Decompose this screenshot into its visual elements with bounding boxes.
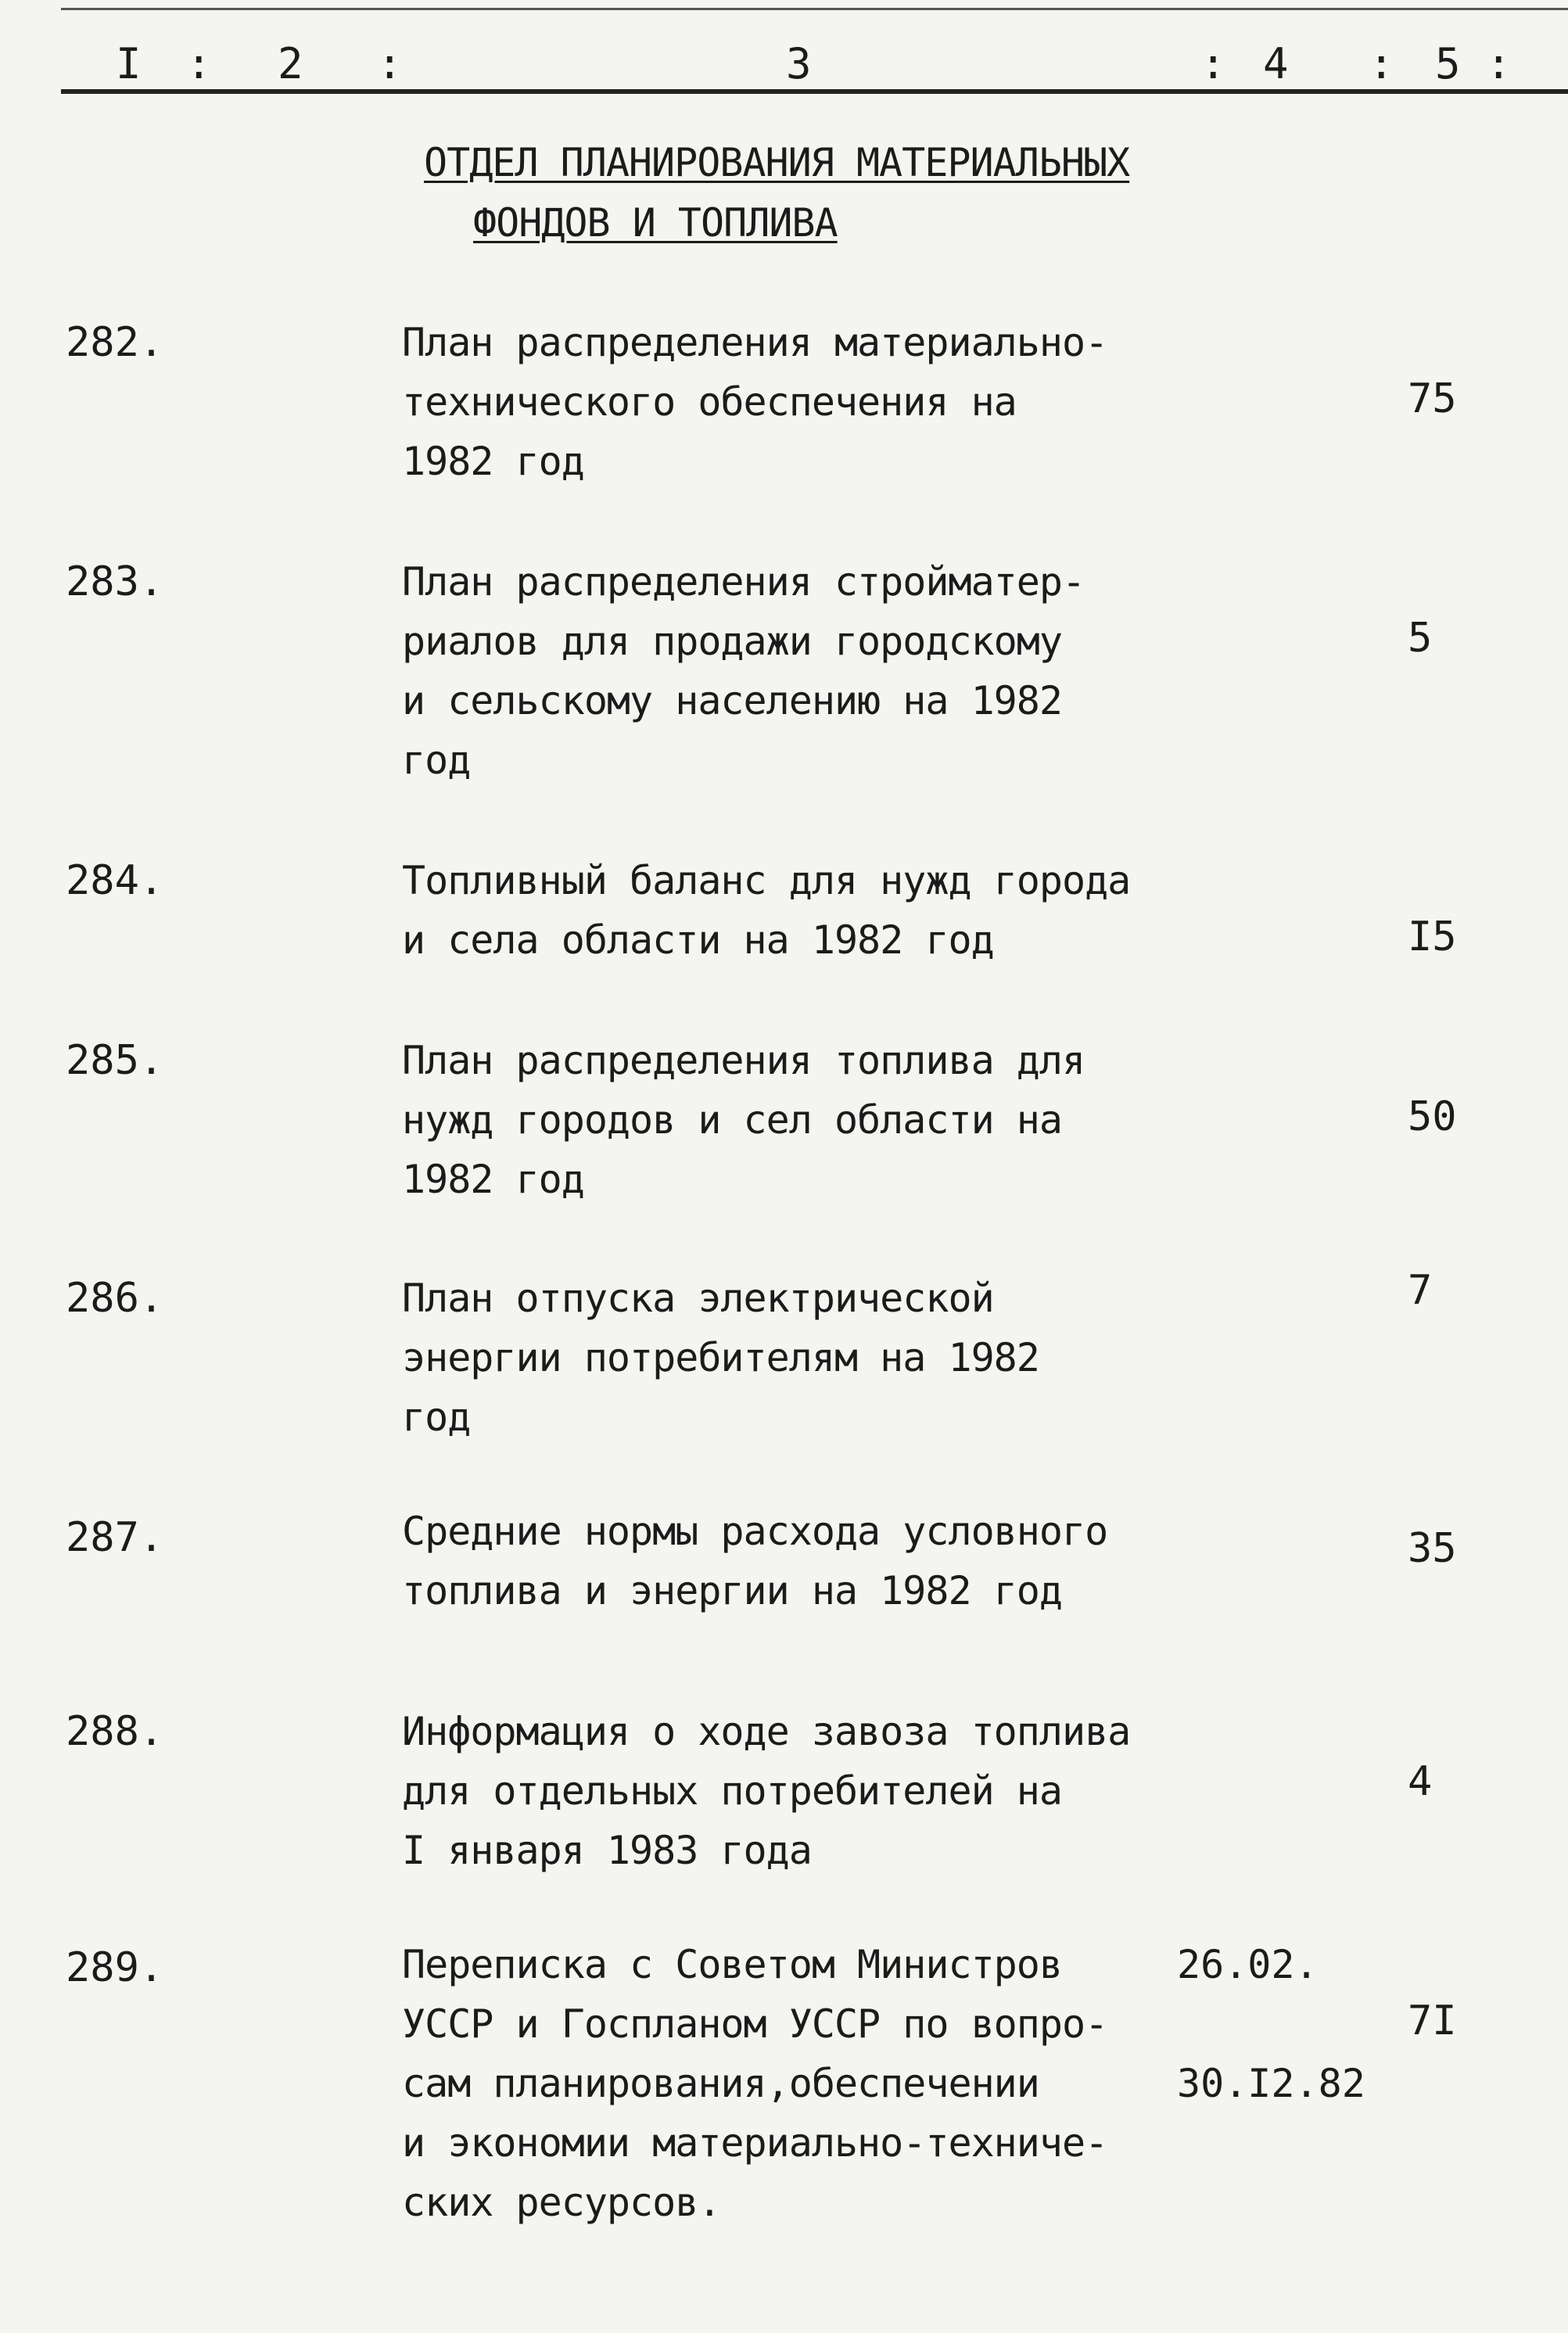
entry-description-line: топлива и энергии на 1982 год <box>402 1568 1062 1613</box>
entry-sheet-count: 4 <box>1408 1758 1433 1805</box>
header-separator: : <box>1200 39 1228 88</box>
entry-description <box>402 1031 1200 1209</box>
entry-date-spacer <box>1177 1994 1365 2054</box>
header-rule <box>61 89 1568 94</box>
entry-sheet-count: I5 <box>1408 913 1457 960</box>
entry-description <box>402 1702 1200 1880</box>
entry-description-line: План распределения материально- <box>402 320 1108 365</box>
entry-description-line: риалов для продажи городскому <box>402 619 1062 664</box>
entry-description-line: ских ресурсов. <box>402 2180 721 2225</box>
entry-description-line: I января 1983 года <box>402 1828 812 1873</box>
entry-description-line: технического обеспечения на <box>402 379 1017 425</box>
entry-description-line: для отдельных потребителей на <box>402 1768 1062 1814</box>
entry-description-line: год <box>402 738 471 783</box>
header-separator: : <box>1369 39 1396 88</box>
header-separator: : <box>1486 39 1513 88</box>
entry-description-line: Информация о ходе завоза топлива <box>402 1709 1131 1754</box>
header-col-3: 3 <box>786 39 813 88</box>
entry-dates <box>1177 1935 1365 2113</box>
entry-number: 286. <box>66 1275 164 1322</box>
section-title-line-1: ОТДЕЛ ПЛАНИРОВАНИЯ МАТЕРИАЛЬНЫХ <box>424 140 1130 185</box>
entry-description <box>402 313 1200 491</box>
entry-description-line: энергии потребителям на 1982 <box>402 1335 1039 1380</box>
header-col-2: 2 <box>278 39 305 88</box>
entry-description-line: и экономии материально-техниче- <box>402 2120 1108 2166</box>
entry-description <box>402 1502 1200 1621</box>
entry-description-line: Средние нормы расхода условного <box>402 1509 1108 1554</box>
entry-number: 285. <box>66 1037 164 1084</box>
entry-description <box>402 1269 1200 1447</box>
entry-description-line: год <box>402 1394 471 1440</box>
entry-description <box>402 552 1200 790</box>
entry-date-start: 26.02. <box>1177 1942 1319 1987</box>
entry-sheet-count: 7I <box>1408 1997 1457 2044</box>
header-col-4: 4 <box>1263 39 1290 88</box>
entry-sheet-count: 75 <box>1408 375 1457 422</box>
entry-sheet-count: 35 <box>1408 1525 1457 1572</box>
entry-sheet-count: 50 <box>1408 1093 1457 1140</box>
header-separator: : <box>377 39 404 88</box>
entry-date-end: 30.I2.82 <box>1177 2061 1365 2106</box>
entry-sheet-count: 5 <box>1408 615 1433 662</box>
entry-sheet-count: 7 <box>1408 1267 1433 1314</box>
entry-description-line: Переписка с Советом Министров <box>402 1942 1062 1987</box>
entry-description-line: нужд городов и сел области на <box>402 1097 1062 1143</box>
entry-description-line: сам планирования,обеспечении <box>402 2061 1039 2106</box>
entry-number: 287. <box>66 1514 164 1561</box>
entry-description-line: Топливный баланс для нужд города <box>402 858 1131 903</box>
entry-description-line: и сельскому населению на 1982 <box>402 678 1062 723</box>
entry-number: 282. <box>66 319 164 366</box>
entry-description-line: 1982 год <box>402 1157 584 1202</box>
header-col-1: I <box>116 39 143 88</box>
header-separator: : <box>186 39 213 88</box>
entry-description <box>402 851 1200 970</box>
entry-number: 289. <box>66 1944 164 1991</box>
section-title-line-2: ФОНДОВ И ТОПЛИВА <box>473 200 838 246</box>
entry-description-line: УССР и Госпланом УССР по вопро- <box>402 2001 1108 2047</box>
header-col-5: 5 <box>1435 39 1462 88</box>
top-edge-rule <box>61 8 1568 10</box>
entry-description <box>402 1935 1200 2232</box>
entry-description-line: План отпуска электрической <box>402 1276 994 1321</box>
entry-description-line: План распределения стройматер- <box>402 559 1085 605</box>
entry-description-line: 1982 год <box>402 439 584 484</box>
entry-description-line: План распределения топлива для <box>402 1038 1085 1083</box>
entry-number: 288. <box>66 1708 164 1755</box>
entry-number: 284. <box>66 857 164 904</box>
entry-description-line: и села области на 1982 год <box>402 917 994 963</box>
entry-number: 283. <box>66 558 164 605</box>
